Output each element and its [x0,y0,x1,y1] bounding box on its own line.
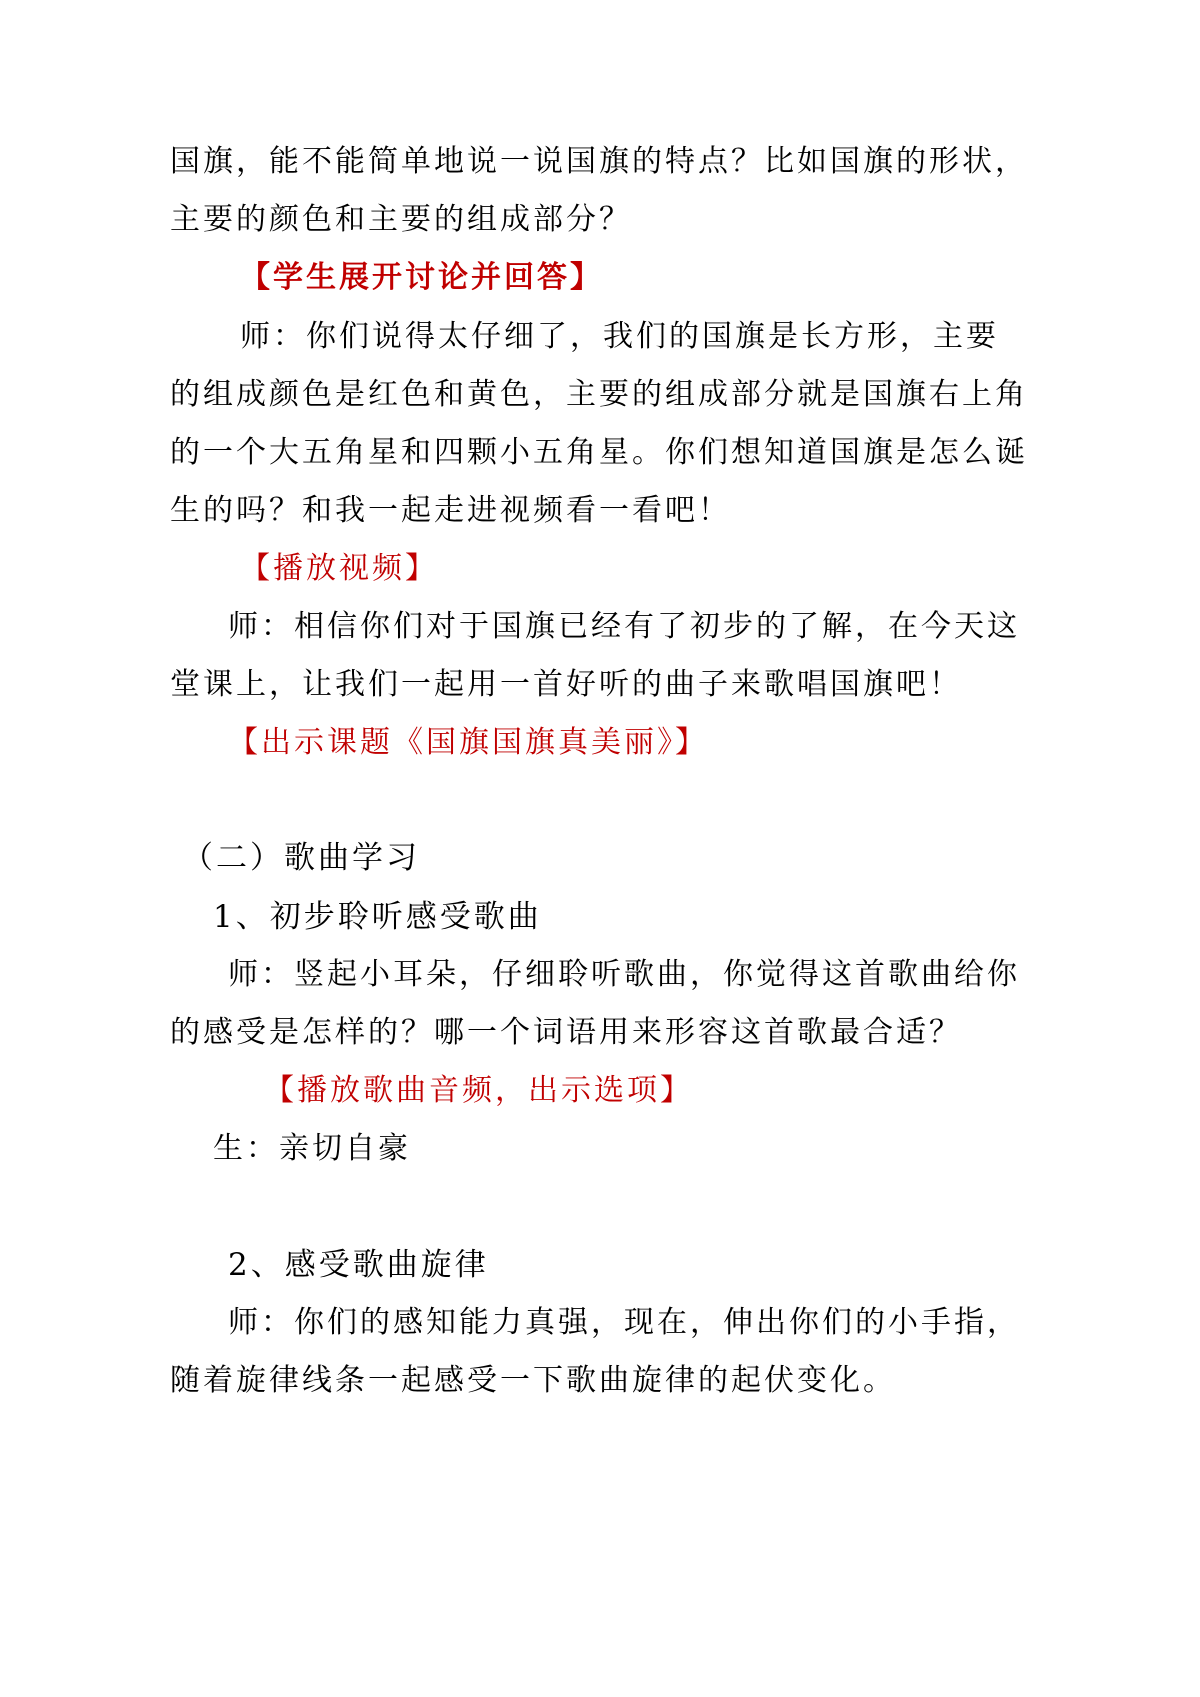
stage-direction-title: 【出示课题《国旗国旗真美丽》】 [228,725,708,760]
subsection-heading-listen: 1、初步聆听感受歌曲 [213,899,542,935]
paragraph-line-2: 主要的颜色和主要的组成部分？ [170,202,632,237]
teacher-line-2: 师：相信你们对于国旗已经有了初步的了解，在今天这 [228,609,1020,644]
paragraph-line-6: 的一个大五角星和四颗小五角星。你们想知道国旗是怎么诞 [170,435,1028,470]
teacher-line-3: 师：竖起小耳朵，仔细聆听歌曲，你觉得这首歌曲给你 [228,957,1020,992]
student-answer: 生：亲切自豪 [213,1131,411,1166]
paragraph-line-1: 国旗，能不能简单地说一说国旗的特点？比如国旗的形状， [170,144,1028,179]
section-heading-song-learning: （二）歌曲学习 [182,840,420,876]
paragraph-line-7: 生的吗？和我一起走进视频看一看吧！ [170,493,731,528]
stage-direction-discussion: 【学生展开讨论并回答】 [240,260,603,295]
teacher-line-1: 师：你们说得太仔细了，我们的国旗是长方形，主要 [240,319,999,354]
paragraph-line-10: 堂课上，让我们一起用一首好听的曲子来歌唱国旗吧！ [170,667,962,702]
teacher-line-4: 师：你们的感知能力真强，现在，伸出你们的小手指， [228,1305,1020,1340]
paragraph-line-15: 的感受是怎样的？哪一个词语用来形容这首歌最合适？ [170,1015,962,1050]
stage-direction-video: 【播放视频】 [240,551,438,586]
subsection-heading-melody: 2、感受歌曲旋律 [228,1247,489,1283]
stage-direction-audio: 【播放歌曲音频，出示选项】 [264,1073,693,1108]
paragraph-line-20: 随着旋律线条一起感受一下歌曲旋律的起伏变化。 [170,1363,896,1398]
paragraph-line-5: 的组成颜色是红色和黄色，主要的组成部分就是国旗右上角 [170,377,1028,412]
